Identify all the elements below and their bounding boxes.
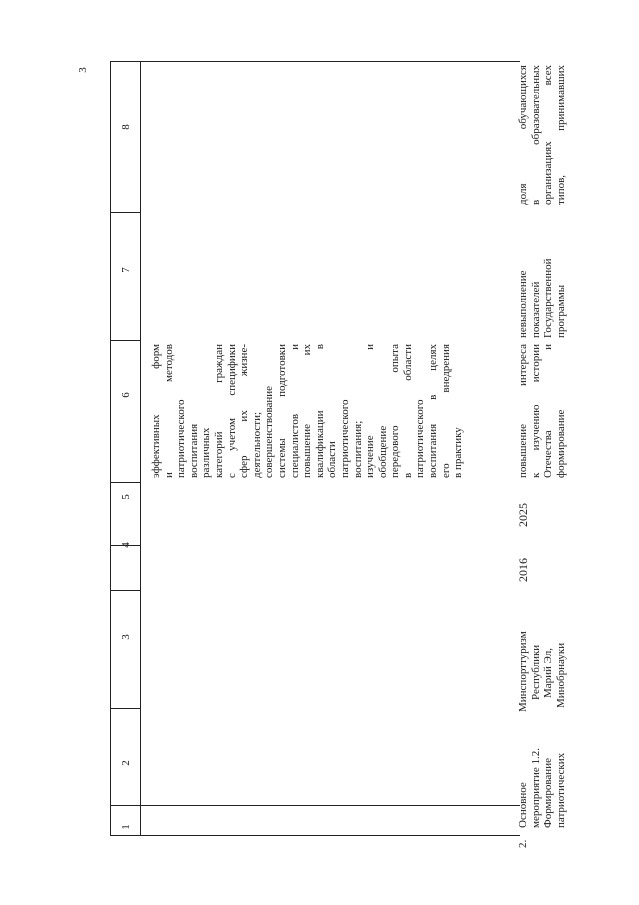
row-number: 2. — [517, 839, 529, 848]
body-top-line — [110, 835, 520, 836]
text-line: Минобрнауки — [554, 642, 567, 708]
text-line: Государственной — [542, 258, 555, 338]
text-line: специалистов и — [288, 344, 301, 478]
header-tick — [110, 340, 140, 341]
table-top-line — [110, 61, 520, 62]
text-line: его внедрения — [439, 344, 452, 478]
text-line: невыполнение — [517, 270, 529, 338]
text-line: доля обучающихся — [517, 65, 529, 205]
text-line: в области — [401, 344, 414, 478]
text-line: формирование — [554, 409, 567, 478]
text-line: системы подготовки — [275, 344, 288, 478]
text-line: воспитания в целях — [427, 344, 440, 478]
text-line: в практику — [452, 427, 465, 478]
text-line: квалификации в — [313, 344, 326, 478]
col-divider — [110, 61, 111, 836]
header-col-5: 5 — [120, 494, 132, 500]
text-line: с учетом специфики — [225, 344, 238, 478]
page-number: 3 — [76, 67, 89, 73]
text-line: мероприятие 1.2. — [529, 747, 542, 828]
header-tick — [110, 545, 140, 546]
text-line: патриотических — [554, 752, 567, 828]
text-line: воспитания — [187, 423, 200, 478]
row2-col2-name — [517, 718, 567, 828]
text-line: патриотического — [414, 399, 427, 478]
text-line: повышение их — [301, 344, 314, 478]
header-col-2: 2 — [120, 760, 132, 766]
text-line: категорий граждан — [212, 344, 225, 478]
col-divider — [110, 700, 111, 701]
header-col-1: 1 — [120, 824, 132, 830]
header-tick — [110, 835, 140, 836]
header-bottom-line — [110, 805, 520, 806]
row2-col5-end-year: 2025 — [516, 503, 530, 527]
text-line: показателей — [529, 281, 542, 338]
row2-col3-executor — [517, 597, 567, 712]
text-line: Формирование — [542, 758, 555, 828]
text-line: типов, принимавших — [554, 65, 567, 205]
text-line: патриотического — [175, 399, 188, 478]
header-col-7: 7 — [120, 267, 132, 273]
text-line: и методов — [162, 344, 175, 478]
text-line: изучение и — [364, 344, 377, 478]
col6-continuation — [150, 344, 465, 478]
row2-col6-result — [517, 344, 567, 478]
header-col-3: 3 — [120, 634, 132, 640]
row2-col8-indicators — [517, 65, 567, 205]
text-line: в образовательных — [529, 65, 542, 205]
col-divider — [140, 61, 141, 836]
text-line: патриотического — [338, 399, 351, 478]
text-line: Отечества и — [542, 344, 555, 478]
text-line: деятельности; — [250, 411, 263, 478]
row2-col4-start-year: 2016 — [516, 558, 530, 582]
text-line: эффективных форм — [150, 344, 162, 478]
header-col-8: 8 — [120, 124, 132, 130]
text-line: к изучению истории — [529, 344, 542, 478]
text-line: передового опыта — [389, 344, 402, 478]
text-line: обобщение — [376, 425, 389, 478]
text-line: Основное — [517, 782, 529, 828]
text-line: организациях всех — [542, 65, 555, 205]
text-line: области — [326, 441, 339, 478]
text-line: программы — [554, 284, 567, 338]
header-tick — [110, 708, 140, 709]
header-tick — [110, 482, 140, 483]
text-line: воспитания; — [351, 420, 364, 478]
header-col-4: 4 — [120, 542, 132, 548]
text-line: Республики — [529, 644, 542, 700]
text-line: совершенствование — [263, 385, 276, 478]
header-tick — [110, 590, 140, 591]
header-tick — [110, 212, 140, 213]
header-col-6: 6 — [120, 392, 132, 398]
text-line: Марий Эл, — [542, 647, 555, 698]
text-line: различных — [200, 427, 213, 478]
text-line: Минспорттуризм — [517, 631, 529, 712]
text-line: повышение интереса — [517, 344, 529, 478]
row2-col7-consequences — [517, 218, 567, 338]
text-line: сфер их жизне- — [238, 344, 251, 478]
